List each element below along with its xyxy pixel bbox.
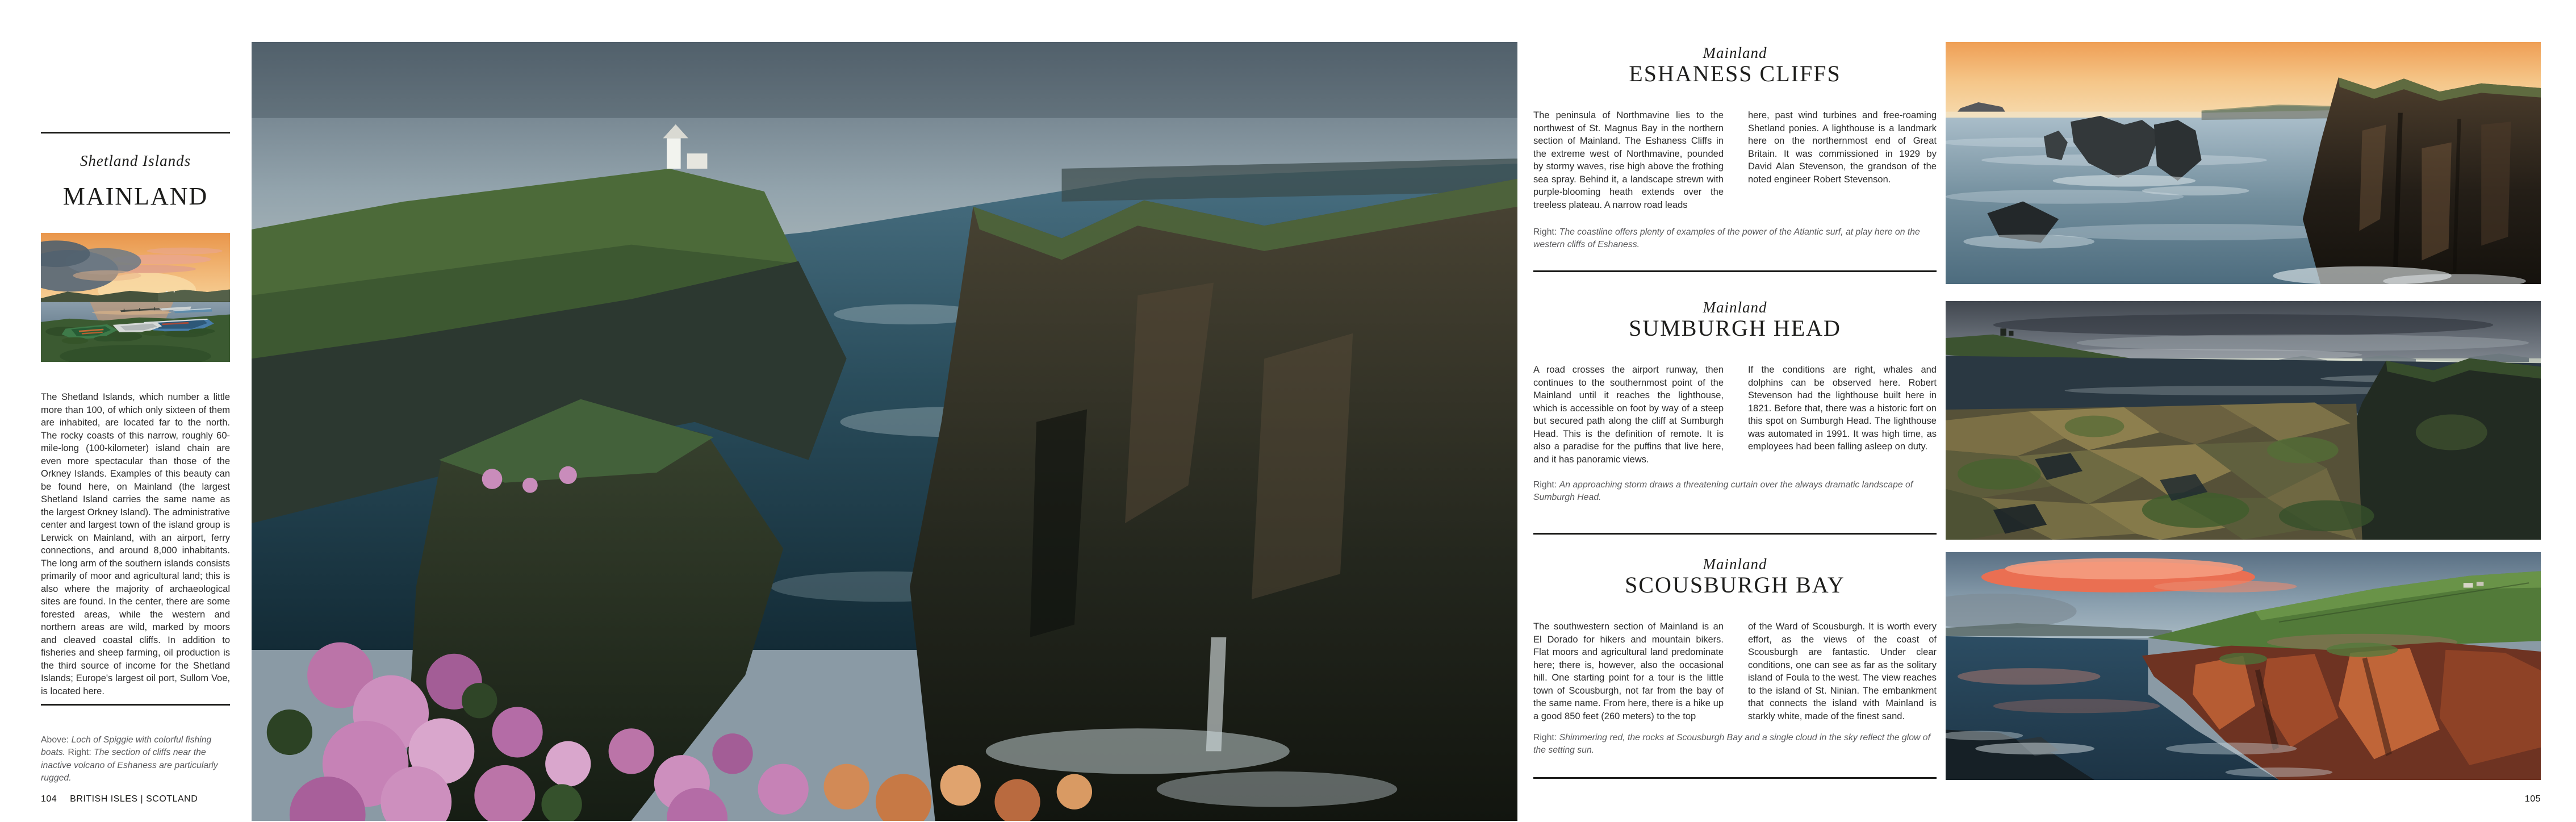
right-page-footer: [2257, 794, 2541, 804]
eshaness-caption: [1533, 226, 1937, 252]
eshaness-eyebrow: Mainland: [1703, 44, 1767, 61]
sumburgh-eyebrow: Mainland: [1703, 299, 1767, 316]
scousburgh-column-2: of the Ward of Scousburgh. It is worth every effort, as the views of the coast of Scousburgh are fantastic. Under clear conditions, one can see as far as the solitary island of Foula to the west. The view reaches to the island of St. Ninian. The embankment that connects the island with Mainland is starkly white, made of the finest sand.: [1748, 621, 1937, 721]
caption-text-right: The section of cliffs near the inactive volcano of Eshaness are particularly rugged.: [41, 748, 218, 783]
eshaness-title: ESHANESS CLIFFS: [1629, 61, 1841, 86]
eshaness-section-rule: [1533, 270, 1937, 272]
sumburgh-column-1: A road crosses the airport runway, then continues to the southernmost point of the Mainland until it reaches the lighthouse, which is accessible on foot by way of a steep but secured path along the cliff at Sumburgh Head. This is the definition of remote. It is also a paradise for the puffins that live here, and it has panoramic views.: [1533, 365, 1724, 465]
sumburgh-caption: [1533, 479, 1937, 504]
scousburgh-eyebrow: Mainland: [1703, 556, 1767, 573]
right-page-number: 105: [2524, 794, 2541, 804]
right-photo-eshaness-sunset: [1946, 42, 2541, 284]
sumburgh-title: SUMBURGH HEAD: [1629, 315, 1841, 341]
sumburgh-column-2: If the conditions are right, whales and dolphins can be observed here. Robert Stevenson had the lighthouse built here in 1821. Before that, there was a historic fort on this spot on Sumburgh Head. The lighthouse was automated in 1991. It was high time, as employees had been falling asleep on duty.: [1748, 365, 1937, 452]
right-photo-scousburgh-bay: [1946, 552, 2541, 780]
left-caption-rule: [41, 704, 230, 706]
eshaness-column-1: The peninsula of Northmavine lies to the northwest of St. Magnus Bay in the northern section of Mainland. The Eshaness Cliffs in the extreme west of Northmavine, pounded by stormy waves, rise high above the frothing sea spray. Behind it, a landscape strewn with purple-blooming heath extends over the treeless plateau. A narrow road leads: [1533, 110, 1724, 210]
scousburgh-caption-text: Shimmering red, the rocks at Scousburgh Bay and a single cloud in the sky reflect the glow of the setting sun.: [1533, 733, 1930, 756]
main-photo-eshaness-cliffs: [252, 42, 1517, 821]
scousburgh-title: SCOUSBURGH BAY: [1625, 572, 1845, 598]
right-photo-sumburgh-shore: [1946, 301, 2541, 540]
eshaness-sunset-art: [1946, 42, 2541, 284]
eshaness-column-2: here, past wind turbines and free-roaming Shetland ponies. A lighthouse is a landmark here on the northernmost end of Great Britain. It was commissioned in 1929 by David Alan Stevenson, the grandson of the noted engineer Robert Stevenson.: [1748, 110, 1937, 185]
left-photo-caption: [41, 734, 234, 785]
sumburgh-section-rule: [1533, 533, 1937, 535]
sumburgh-shore-art: [1946, 301, 2541, 540]
scousburgh-column-1: The southwestern section of Mainland is an El Dorado for hikers and mountain bikers. Flat moors and agricultural land predominate here; there is, however, also the occasional hill. One starting point for a tour is the little town of Scousburgh, not far from the bay of the same name. From here, there is a hike up a good 850 feet (260 meters) to the top: [1533, 621, 1724, 721]
left-column-top-rule: [41, 132, 230, 133]
sumburgh-caption-text: An approaching storm draws a threatening curtain over the always dramatic landscape of Sumburgh Head.: [1533, 480, 1913, 503]
caption-label-above: Above:: [41, 735, 69, 745]
inset-photo-loch-of-spiggie: [41, 233, 230, 362]
left-intro-paragraph: The Shetland Islands, which number a little more than 100, of which only sixteen of them are inhabited, are located far to the north. The rocky coasts of this narrow, roughly 60-mile-long (100-kilometer) island chain are even more spectacular than those of the Orkney Islands. Examples of this beauty can be found here, on Mainland (the largest Shetland Island carries the same name as the largest Orkney Island). The administrative center and largest town of the island group is Lerwick on Mainland, with an airport, ferry connections, and around 8,000 inhabitants. The long arm of the southern islands consists primarily of moor and agricultural land; this is also where the majority of archaeological sites are found. In the center, there are some forested areas, while the western and northern areas are wild, marked by moors and cleaved coastal cliffs. In addition to fisheries and sheep farming, oil production is the third source of income for the Shetland Islands; Europe's largest oil port, Sullom Voe, is located here.: [41, 392, 230, 696]
left-footer-text: BRITISH ISLES | SCOTLAND: [70, 794, 198, 804]
caption-text-above: Loch of Spiggie with colorful fishing boats.: [41, 735, 212, 758]
scousburgh-caption-label: Right:: [1533, 733, 1557, 742]
caption-label-right: Right:: [68, 748, 91, 758]
main-photo-art: [252, 42, 1517, 821]
eshaness-caption-text: The coastline offers plenty of examples of the power of the Atlantic surf, at play here on the western cliffs of Eshaness.: [1533, 227, 1920, 250]
left-page-number: 104: [41, 794, 57, 804]
scousburgh-caption: [1533, 732, 1937, 757]
loch-photo-art: [41, 233, 230, 362]
eshaness-caption-label: Right:: [1533, 227, 1557, 237]
sumburgh-caption-label: Right:: [1533, 480, 1557, 490]
scousburgh-bay-art: [1946, 552, 2541, 780]
scousburgh-section-rule: [1533, 777, 1937, 779]
left-page-title: MAINLAND: [62, 182, 208, 210]
left-eyebrow: Shetland Islands: [80, 152, 191, 169]
